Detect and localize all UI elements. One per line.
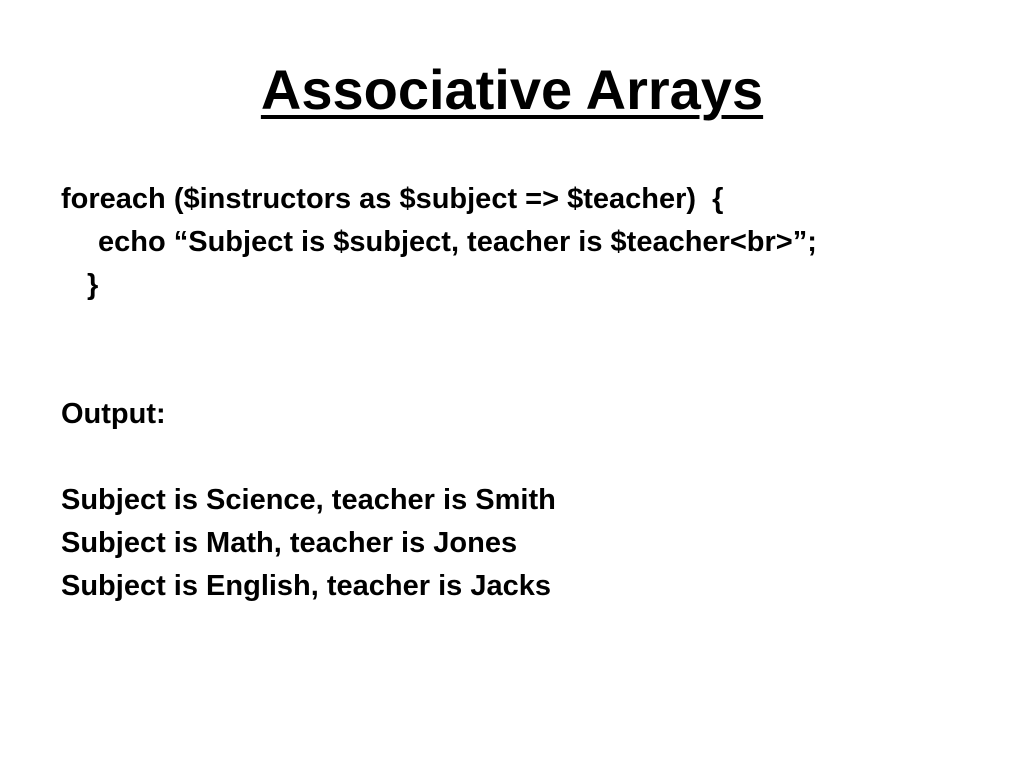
spacer (61, 307, 817, 350)
spacer (61, 350, 817, 393)
output-label: Output: (61, 398, 166, 430)
code-line-close-brace: } (87, 269, 99, 301)
slide-title (0, 50, 1024, 130)
slide-title-text: Associative Arrays (260, 58, 764, 121)
output-line: Subject is English, teacher is Jacks (61, 570, 551, 602)
code-line-echo: echo “Subject is $subject, teacher is $teacher<br>”; (98, 226, 817, 258)
slide-body (61, 178, 817, 608)
spacer (61, 436, 817, 479)
code-line-foreach: foreach ($instructors as $subject => $teacher) { (61, 183, 724, 215)
output-line: Subject is Science, teacher is Smith (61, 484, 556, 516)
output-line: Subject is Math, teacher is Jones (61, 527, 518, 559)
